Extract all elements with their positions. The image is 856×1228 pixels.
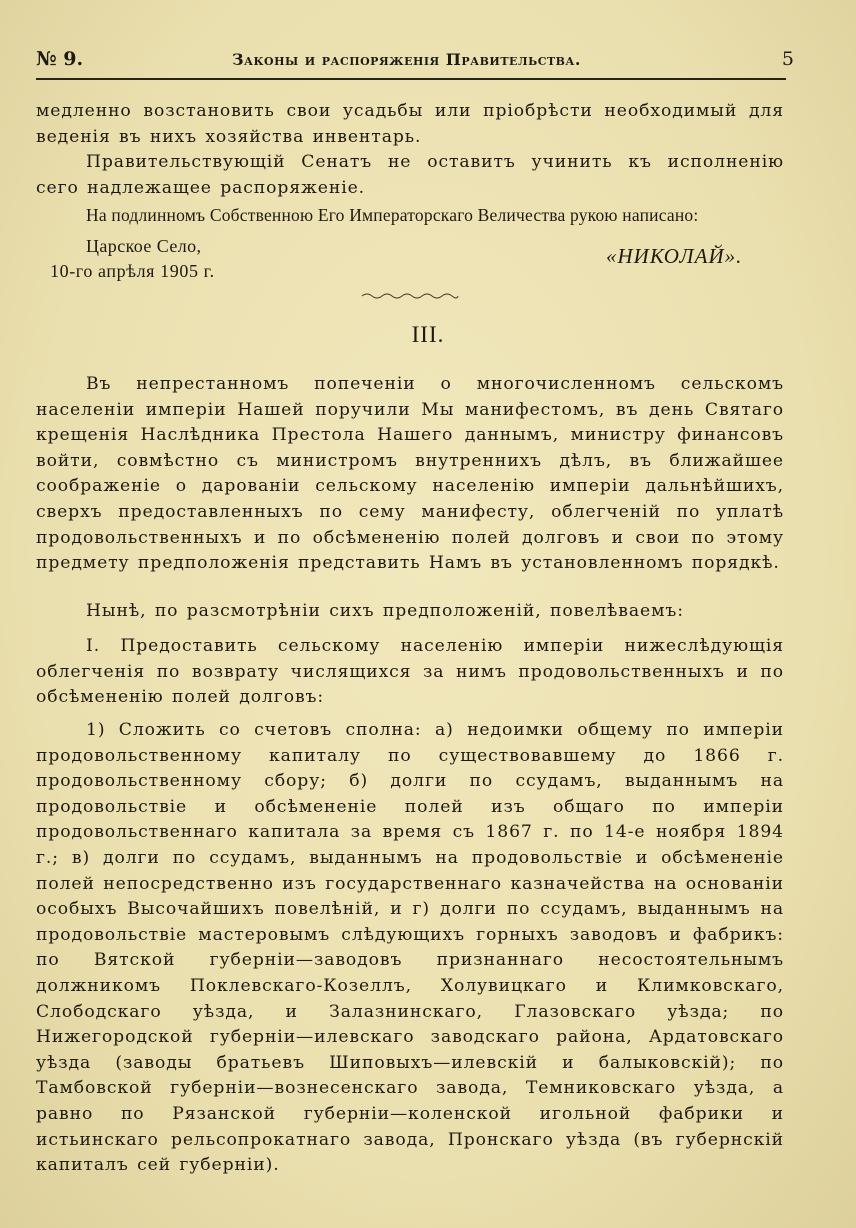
section-heading: III. bbox=[411, 322, 445, 347]
section-divider-ornament bbox=[360, 290, 460, 302]
section-paragraph-1: Въ непрестанномъ попеченіи о многочисленномъ сельскомъ населеніи имперіи Нашей поручили Мы манифестомъ, въ день Святаго крещенія Наслѣдника Престола Нашего даннымъ, министру финансовъ войти, совмѣстно съ министромъ внутреннихъ дѣлъ, въ ближайшее соображеніе о дарованіи сельскому населенію имперіи дальнѣйшихъ, сверхъ предоставленныхъ по сему манифесту, облегченій по уплатѣ продовольственныхъ и по обсѣмененію полей долговъ и свои по этому предмету предположенія представить Намъ въ установленномъ порядкѣ. bbox=[36, 374, 784, 574]
header-title: Законы и распоряженія Правительства. bbox=[232, 50, 581, 69]
imperial-signature: «НИКОЛАЙ». bbox=[606, 244, 743, 268]
section-paragraph-3: I. Предоставить сельскому населенію имперіи нижеслѣдующія облегченія по возврату числящихся за нимъ продовольственныхъ и по обсѣмененію полей долговъ: bbox=[36, 636, 784, 708]
section-paragraph-2: Нынѣ, по разсмотрѣніи сихъ предположеній, повелѣваемъ: bbox=[86, 601, 684, 621]
signing-date: 10-го апрѣля 1905 г. bbox=[50, 261, 215, 281]
intro-paragraph-2: Правительствующій Сенатъ не оставитъ учинить къ исполненію сего надлежащее распоряженіе. bbox=[36, 152, 784, 198]
page-number: 5 bbox=[781, 48, 794, 70]
signing-place: Царское Село, bbox=[86, 236, 202, 256]
issue-number: № 9. bbox=[36, 48, 84, 70]
signed-note: На подлинномъ Собственною Его Императорскаго Величества рукою написано: bbox=[86, 205, 699, 225]
running-header bbox=[36, 44, 794, 80]
section-paragraph-4: 1) Сложить со счетовъ сполна: а) недоимки общему по имперіи продовольственному капиталу по существовавшему до 1866 г. продовольственному сбору; б) долги по ссудамъ, выданнымъ на продовольствіе и обсѣмененіе полей изъ общаго по имперіи продовольственнаго капитала за время съ 1867 г. по 14-е ноября 1894 г.; в) долги по ссудамъ, выданнымъ на продовольствіе и обсѣмененіе полей непосредственно изъ государственнаго казначейства на основаніи особыхъ Высочайшихъ повелѣній, и г) долги по ссудамъ, выданнымъ на продовольствіе мастеровымъ слѣдующихъ горныхъ заводовъ и фабрикъ: по Вятской губерніи—заводовъ признаннаго несостоятельнымъ должникомъ Поклевскаго-Козеллъ, Холувицкаго и Климковскаго, Слободскаго уѣзда, и Залазнинскаго, Глазовскаго уѣзда; по Нижегородской губерніи—илевскаго заводскаго района, Ардатовскаго уѣзда (заводы братьевъ Шиповыхъ—илевскій и балыковскій); по Тамбовской губерніи—вознесенскаго завода, Темниковскаго уѣзда, а равно по Рязанской губерніи—коленской игольной фабрики и истьинскаго рельсопрокатнаго завода, Пронскаго уѣзда (въ губернскій капиталъ сей губерніи). bbox=[36, 720, 784, 1176]
intro-paragraph-1: медленно возстановить свои усадьбы или пріобрѣсти необходимый для веденія въ нихъ хозяйства инвентарь. bbox=[36, 101, 784, 147]
